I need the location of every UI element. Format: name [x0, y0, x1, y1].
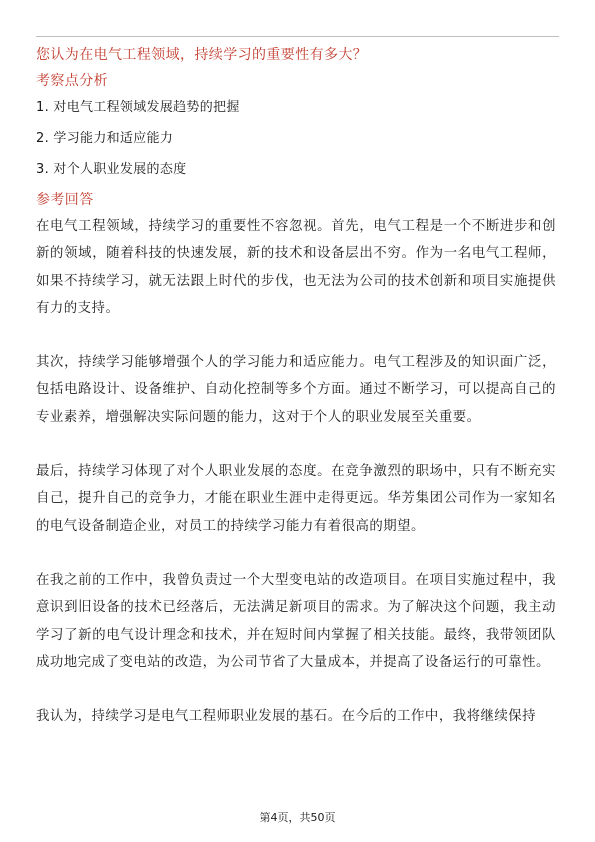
- analysis-point-1: 1. 对电气工程领域发展趋势的把握: [36, 100, 240, 115]
- answer-paragraph-3: 最后，持续学习体现了对个人职业发展的态度。在竞争激烈的职场中，只有不断充实自己，提升自己的竞争力，才能在职业生涯中走得更远。华芳集团公司作为一家知名的电气设备制造企业，对员工的持续学习能力有着很高的期望。: [36, 464, 556, 534]
- top-divider: [36, 36, 559, 37]
- answer-heading: 参考回答: [36, 192, 94, 208]
- document-body: [36, 44, 556, 757]
- analysis-point-2: 2. 学习能力和适应能力: [36, 131, 174, 146]
- analysis-point-3: 3. 对个人职业发展的态度: [36, 162, 187, 177]
- page-number: 第4页，共50页: [259, 811, 336, 824]
- question-title: 您认为在电气工程领域，持续学习的重要性有多大？: [36, 47, 368, 63]
- answer-paragraph-4: 在我之前的工作中，我曾负责过一个大型变电站的改造项目。在项目实施过程中，我意识到旧设备的技术已经落后，无法满足新项目的需求。为了解决这个问题，我主动学习了新的电气设计理念和技术，并在短时间内掌握了相关技能。最终，我带领团队成功地完成了变电站的改造，为公司节省了大量成本，并提高了设备运行的可靠性。: [36, 572, 556, 670]
- answer-paragraph-2: 其次，持续学习能够增强个人的学习能力和适应能力。电气工程涉及的知识面广泛，包括电路设计、设备维护、自动化控制等多个方面。通过不断学习，可以提高自己的专业素养，增强解决实际问题的能力，这对于个人的职业发展至关重要。: [36, 355, 556, 425]
- answer-paragraph-1: 在电气工程领域，持续学习的重要性不容忽视。首先，电气工程是一个不断进步和创新的领域，随着科技的快速发展，新的技术和设备层出不穷。作为一名电气工程师，如果不持续学习，就无法跟上时代的步伐，也无法为公司的技术创新和项目实施提供有力的支持。: [36, 219, 556, 316]
- answer-paragraph-5: 我认为，持续学习是电气工程师职业发展的基石。在今后的工作中，我将继续保持: [36, 709, 537, 725]
- analysis-heading: 考察点分析: [36, 73, 108, 89]
